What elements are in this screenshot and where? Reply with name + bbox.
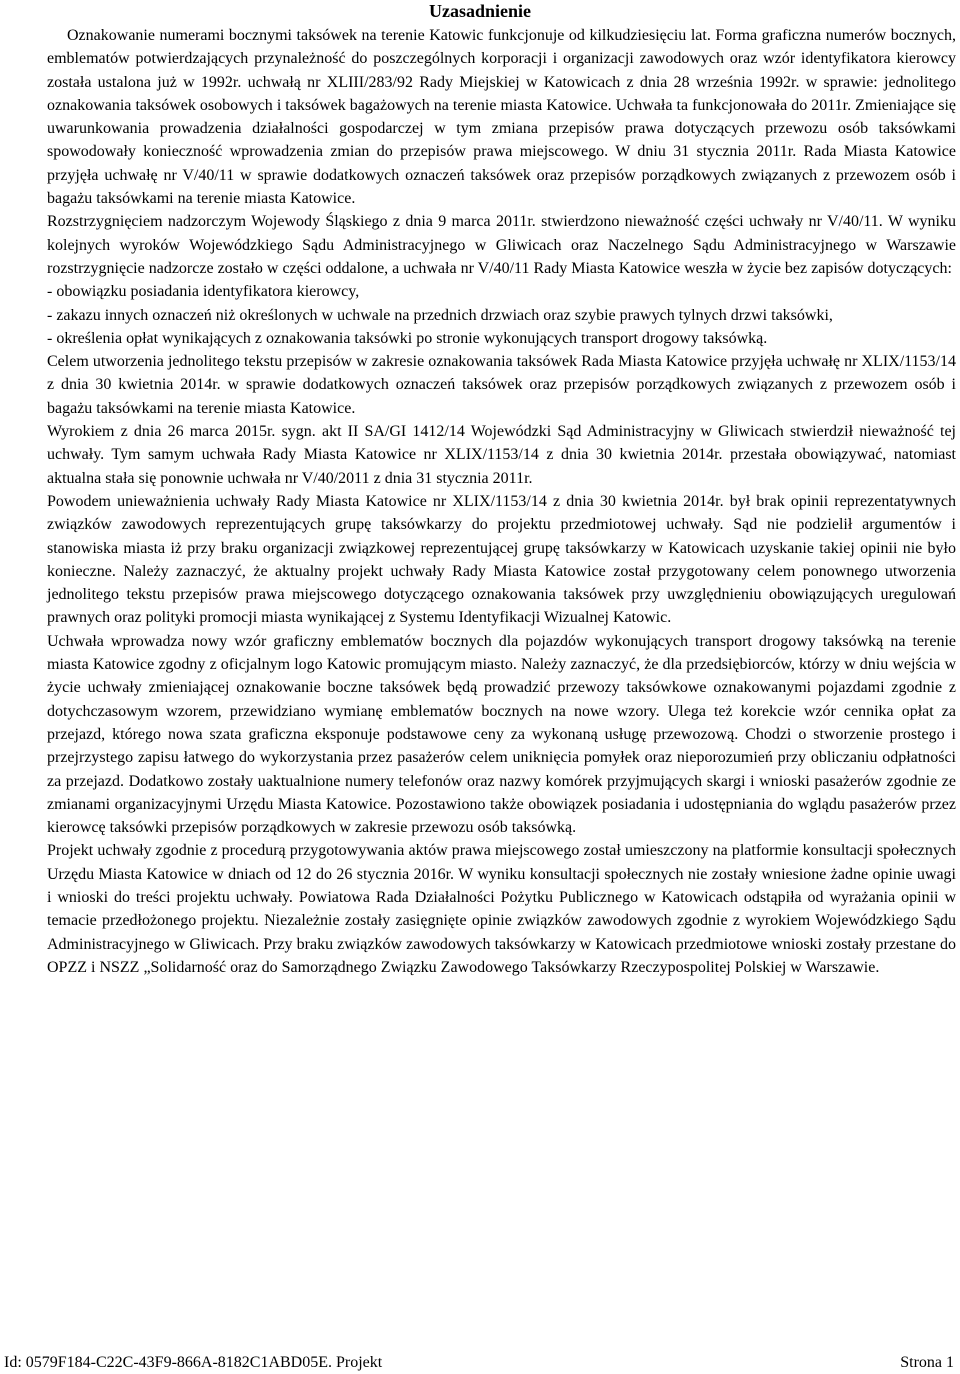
page-number: Strona 1 xyxy=(900,1354,954,1371)
paragraph-court-ruling: Wyrokiem z dnia 26 marca 2015r. sygn. akt II SA/GI 1412/14 Wojewódzki Sąd Administracyjny w Gliwicach stwierdził nieważność tej uchwały. Tym samym uchwała Rady Miasta Katowice nr XLIX/1153/14 z dnia 30 kwietnia 2014r. przestała obowiązywać, natomiast aktualna stała się ponownie uchwała nr V/40/2011 z dnia 31 stycznia 2011r. xyxy=(47,423,956,487)
document-id: Id: 0579F184-C22C-43F9-866A-8182C1ABD05E. Projekt xyxy=(4,1354,383,1371)
paragraph-new-emblem: Uchwała wprowadza nowy wzór graficzny emblematów bocznych dla pojazdów wykonujących transport drogowy taksówką na terenie miasta Katowice zgodny z oficjalnym logo Katowic promującym miasto. Należy zaznaczyć, że dla przedsiębiorców, którzy w dniu wejścia w życie uchwały zmieniającej oznakowanie boczne taksówek będą prowadzić przewozy taksówkowe oznakowanymi pojazdami zgodnie z dotychczasowym wzorem, przewidziano wymianę emblematów bocznych na nowe wzory. Ulega też korekcie wzór cennika opłat za przejazd, którego nowa szata graficzna eksponuje podstawowe ceny za wykonaną usługę przewozową. Chodzi o stworzenie prostego i przejrzystego zapisu łatwego do wykorzystania przez pasażerów celem uniknięcia pomyłek oraz nieporozumień przy obliczaniu odpłatności za przejazd. Dodatkowo zostały uaktualnione numery telefonów oraz nazwy komórek przyjmujących skargi i wnioski pasażerów zgodnie ze zmianami organizacyjnymi Urzędu Miasta Katowice. Pozostawiono także obowiązek posiadania i udostępniania do wglądu pasażerów przez kierowcę taksówki przepisów porządkowych w zakresie przewozu osób taksówką. xyxy=(47,632,956,837)
document-body xyxy=(47,24,956,979)
paragraph-consultation: Projekt uchwały zgodnie z procedurą przygotowywania aktów prawa miejscowego został umieszczony na platformie konsultacji społecznych Urzędu Miasta Katowice w dniach od 12 do 26 stycznia 2016r. W wyniku konsultacji społecznych nie zostały wniesione żadne opinie uwagi i wnioski do treści projektu uchwały. Powiatowa Rada Działalności Pożytku Publicznego w Katowicach odstąpiła od wyrażania opinii w temacie przedłożonego projektu. Niezależnie zostały zasięgnięte opinie związków zawodowych zgodnie z wyrokiem Wojewódzkiego Sądu Administracyjnego w Gliwicach. Przy braku związków zawodowych taksówkarzy w Katowicach przedmiotowe wnioski zostały przestane do OPZZ i NSZZ „Solidarność oraz do Samorządnego Związku Zawodowego Taksówkarzy Rzeczypospolitej Polskiej w Warszawie. xyxy=(47,842,956,976)
paragraph-uniform-text: Celem utworzenia jednolitego tekstu przepisów w zakresie oznakowania taksówek Rada Miasta Katowice przyjęła uchwałę nr XLIX/1153/14 z dnia 30 kwietnia 2014r. w sprawie dodatkowych oznaczeń taksówek oraz przepisów porządkowych związanych z przewozem osób i bagażu taksówkami na terenie miasta Katowice. xyxy=(47,353,956,417)
list-item-marking-ban: - zakazu innych oznaczeń niż określonych w uchwale na przednich drzwiach oraz szybie prawych tylnych drzwi taksówki, xyxy=(47,306,833,324)
list-item-fees: - określenia opłat wynikających z oznakowania taksówki po stronie wykonujących transport drogowy taksówką. xyxy=(47,329,768,347)
paragraph-intro: Oznakowanie numerami bocznymi taksówek na terenie Katowic funkcjonuje od kilkudziesięciu lat. Forma graficzna numerów bocznych, emblematów potwierdzających przynależność do poszczególnych korporacji i organizacji zawodowych oraz wzór identyfikatora kierowcy została ustalona już w 1992r. uchwałą nr XLIII/283/92 Rady Miejskiej w Katowicach z dnia 28 września 1992r. w sprawie: jednolitego oznakowania taksówek osobowych i taksówek bagażowych na terenie miasta Katowice. Uchwała ta funkcjonowała do 2011r. Zmieniające się uwarunkowania prowadzenia działalności gospodarczej w tym zmiana przepisów prawa dotyczących przewozu osób taksówkami spowodowały konieczność wprowadzenia zmian do przepisów prawa miejscowego. W dniu 31 stycznia 2011r. Rada Miasta Katowice przyjęła uchwałę nr V/40/11 w sprawie dodatkowych oznaczeń taksówek oraz przepisów porządkowych związanych z przewozem osób i bagażu taksówkami na terenie miasta Katowice. xyxy=(47,27,956,208)
paragraph-annulment-reason: Powodem unieważnienia uchwały Rady Miasta Katowice nr XLIX/1153/14 z dnia 30 kwietnia 2014r. był brak opinii reprezentatywnych związków zawodowych reprezentujących grupę taksówkarzy do projektu przedmiotowej uchwały. Sąd nie podzielił argumentów i stanowiska miasta iż przy braku organizacji związkowej reprezentującej grupę taksówkarzy w Katowicach uzyskanie takiej opinii nie było konieczne. Należy zaznaczyć, że aktualny projekt uchwały Rady Miasta Katowice został przygotowany celem ponownego utworzenia jednolitego tekstu przepisów prawa miejscowego dotyczącego oznakowania taksówek przy uwzględnieniu obowiązujących uregulowań prawnych oraz polityki promocji miasta wynikającej z Systemu Identyfikacji Wizualnej Katowic. xyxy=(47,492,956,627)
document-title: Uzasadnienie xyxy=(428,1,531,21)
paragraph-supervisory-ruling: Rozstrzygnięciem nadzorczym Wojewody Śląskiego z dnia 9 marca 2011r. stwierdzono nieważność części uchwały nr V/40/11. W wyniku kolejnych wyroków Wojewódzkiego Sądu Administracyjnego w Gliwicach oraz Naczelnego Sądu Administracyjnego w Warszawie rozstrzygnięcie nadzorcze zostało w części oddalone, a uchwała nr V/40/11 Rady Miasta Katowice weszła w życie bez zapisów dotyczących: xyxy=(47,213,956,277)
page-footer xyxy=(0,1352,960,1374)
list-item-driver-id: - obowiązku posiadania identyfikatora kierowcy, xyxy=(47,283,360,301)
